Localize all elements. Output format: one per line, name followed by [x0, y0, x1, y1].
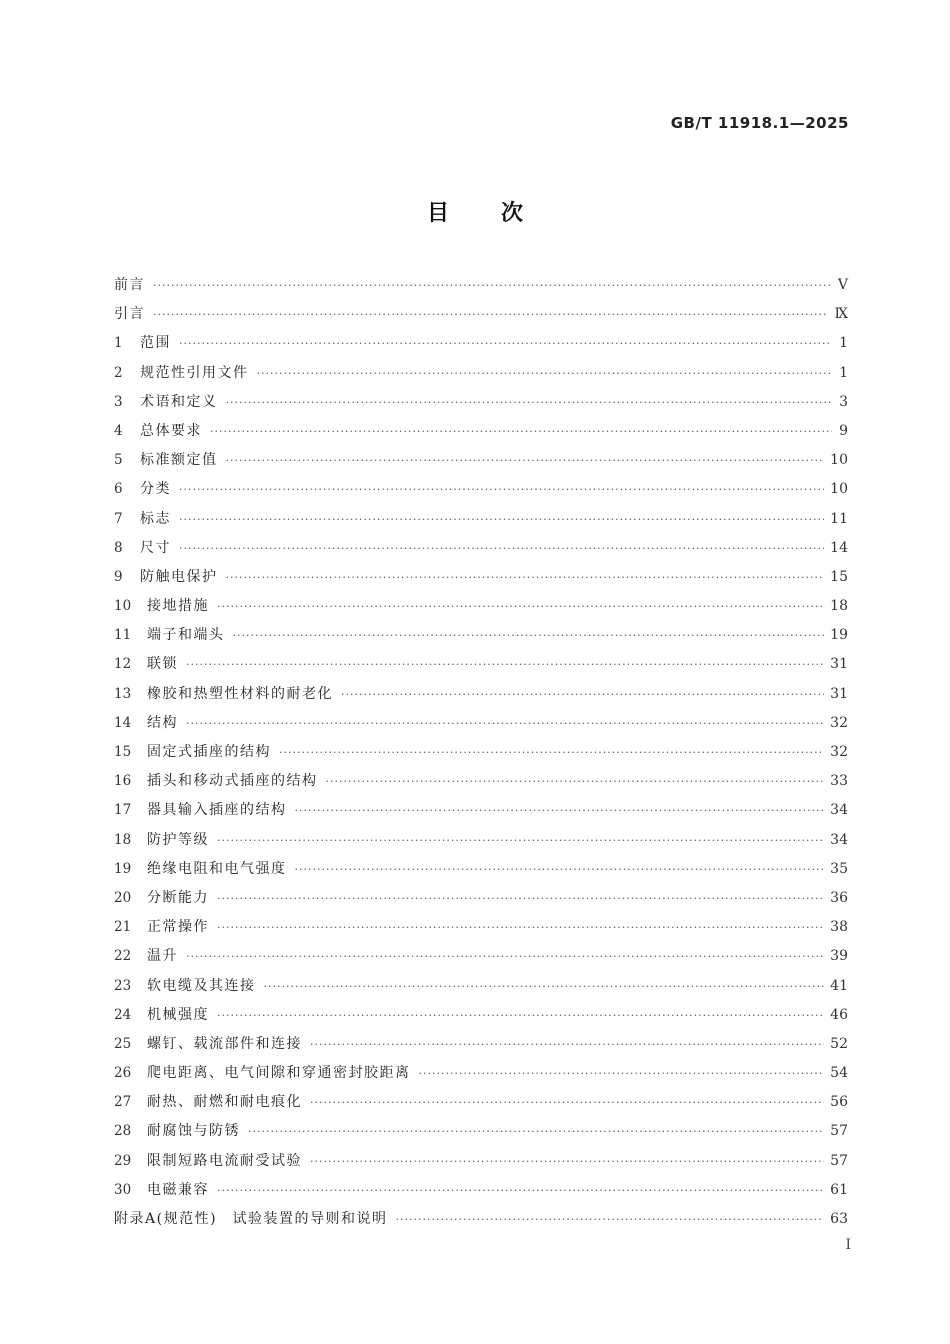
toc-item[interactable] — [114, 650, 848, 679]
toc-leader-dots — [310, 1147, 824, 1176]
toc-item-page: 33 — [830, 773, 848, 790]
toc-leader-dots — [217, 913, 824, 942]
toc-item-title: 爬电距离、电气间隙和穿通密封胶距离 — [147, 1065, 411, 1082]
toc-item-page: 9 — [839, 422, 848, 439]
toc-item-title: 限制短路电流耐受试验 — [147, 1152, 302, 1169]
toc-item[interactable] — [114, 972, 848, 1001]
toc-leader-dots — [279, 738, 824, 767]
table-of-contents — [114, 271, 848, 1234]
toc-item[interactable] — [114, 680, 848, 709]
toc-item-title: 端子和端头 — [147, 627, 225, 644]
toc-item-title: 绝缘电阻和电气强度 — [147, 860, 287, 877]
toc-item-title: 防触电保护 — [140, 568, 218, 585]
toc-leader-dots — [186, 650, 824, 679]
toc-item-page: 15 — [830, 568, 848, 585]
toc-item-number: 27 — [114, 1094, 132, 1111]
toc-item-page: 56 — [830, 1094, 848, 1111]
toc-item-title: 标准额定值 — [140, 452, 218, 469]
toc-item-number: 28 — [114, 1123, 132, 1140]
toc-item[interactable] — [114, 621, 848, 650]
toc-item-number: 5 — [114, 452, 123, 469]
toc-item-page: 14 — [830, 539, 848, 556]
toc-leader-dots — [153, 300, 828, 329]
page-title: 目次 — [426, 201, 575, 226]
toc-item-page: 18 — [830, 598, 848, 615]
toc-item-number: 19 — [114, 860, 132, 877]
toc-item-title: 术语和定义 — [140, 393, 218, 410]
toc-leader-dots — [295, 855, 825, 884]
toc-item-title: 接地措施 — [147, 598, 209, 615]
toc-item-title: 结构 — [147, 714, 178, 731]
page-number: Ⅰ — [845, 1237, 851, 1253]
toc-item[interactable] — [114, 796, 848, 825]
toc-item-title: 总体要求 — [140, 422, 202, 439]
toc-item[interactable] — [114, 359, 848, 388]
toc-item-number: 10 — [114, 598, 132, 615]
toc-item[interactable] — [114, 505, 848, 534]
toc-item[interactable] — [114, 1205, 848, 1234]
toc-item[interactable] — [114, 563, 848, 592]
toc-leader-dots — [186, 709, 824, 738]
toc-item-title: 固定式插座的结构 — [147, 744, 271, 760]
toc-item-title: 规范性引用文件 — [140, 364, 249, 381]
toc-item-page: 36 — [830, 889, 848, 906]
toc-item-number: 16 — [114, 773, 132, 790]
toc-item-title: 联锁 — [147, 656, 178, 673]
toc-item-page: 10 — [830, 481, 848, 498]
toc-item[interactable] — [114, 884, 848, 913]
toc-item[interactable] — [114, 855, 848, 884]
toc-item-number: 22 — [114, 948, 132, 965]
toc-leader-dots — [396, 1205, 825, 1234]
toc-item-page: 34 — [830, 831, 848, 848]
toc-leader-dots — [226, 563, 825, 592]
toc-item-title: 橡胶和热塑性材料的耐老化 — [147, 685, 333, 702]
toc-item-page: 32 — [830, 714, 848, 731]
standard-code: GB/T 11918.1—2025 — [670, 114, 849, 132]
toc-item[interactable] — [114, 417, 848, 446]
toc-leader-dots — [310, 1088, 824, 1117]
toc-item[interactable] — [114, 1176, 848, 1205]
toc-item-number: 4 — [114, 422, 123, 439]
toc-item-number: 12 — [114, 656, 132, 673]
toc-item-page: 63 — [830, 1211, 848, 1227]
toc-item[interactable] — [114, 1030, 848, 1059]
toc-leader-dots — [217, 592, 824, 621]
toc-leader-dots — [295, 796, 825, 825]
toc-leader-dots — [310, 1030, 824, 1059]
toc-leader-dots — [217, 884, 824, 913]
toc-item-title: 器具输入插座的结构 — [147, 802, 287, 819]
toc-item-title: 分断能力 — [147, 889, 209, 906]
toc-item-page: 35 — [830, 860, 848, 877]
toc-leader-dots — [217, 826, 824, 855]
toc-item-number: 15 — [114, 744, 132, 760]
toc-item-page: 31 — [830, 656, 848, 673]
toc-leader-dots — [248, 1117, 824, 1146]
toc-item-page: 54 — [830, 1065, 848, 1082]
toc-item-number: 17 — [114, 802, 132, 819]
toc-item[interactable] — [114, 300, 848, 329]
toc-item[interactable] — [114, 1001, 848, 1030]
toc-item[interactable] — [114, 1059, 848, 1088]
toc-item[interactable] — [114, 767, 848, 796]
toc-leader-dots — [153, 271, 832, 300]
toc-item-page: 52 — [830, 1035, 848, 1052]
toc-item-number: 11 — [114, 627, 132, 644]
toc-item-number: 9 — [114, 568, 123, 585]
toc-item-title: 机械强度 — [147, 1006, 209, 1023]
toc-item[interactable] — [114, 738, 848, 767]
toc-item-page: 57 — [830, 1123, 848, 1140]
toc-leader-dots — [217, 1176, 824, 1205]
toc-item[interactable] — [114, 388, 848, 417]
toc-item-number: 7 — [114, 510, 123, 527]
toc-item-number: 24 — [114, 1006, 132, 1023]
toc-item[interactable] — [114, 709, 848, 738]
toc-item[interactable] — [114, 271, 848, 300]
toc-item-page: 57 — [830, 1152, 848, 1169]
toc-item-page: 1 — [839, 335, 848, 352]
toc-item-page: 38 — [830, 919, 848, 936]
toc-item-number: 21 — [114, 919, 132, 936]
toc-item-title: 附录A(规范性) 试验装置的导则和说明 — [114, 1211, 388, 1227]
toc-item-title: 分类 — [140, 481, 171, 498]
toc-leader-dots — [226, 446, 825, 475]
toc-item-number: 23 — [114, 977, 132, 994]
toc-item-number: 20 — [114, 889, 132, 906]
toc-item-title: 前言 — [114, 277, 145, 293]
toc-item-page: Ⅴ — [837, 277, 848, 293]
toc-item-page: 61 — [830, 1181, 848, 1198]
toc-item[interactable] — [114, 329, 848, 358]
toc-item[interactable] — [114, 1117, 848, 1146]
toc-item-page: 10 — [830, 452, 848, 469]
toc-item-page: 3 — [839, 393, 848, 410]
toc-item-page: 19 — [830, 627, 848, 644]
toc-item[interactable] — [114, 913, 848, 942]
toc-item-title: 范围 — [140, 335, 171, 352]
toc-leader-dots — [257, 359, 833, 388]
toc-item-page: Ⅸ — [834, 306, 848, 323]
toc-item-title: 尺寸 — [140, 539, 171, 556]
toc-leader-dots — [419, 1059, 825, 1088]
toc-item-title: 软电缆及其连接 — [147, 977, 256, 994]
toc-leader-dots — [179, 534, 824, 563]
toc-leader-dots — [186, 942, 824, 971]
toc-item-title: 标志 — [140, 510, 171, 527]
toc-item-number: 26 — [114, 1065, 132, 1082]
toc-item-page: 1 — [839, 364, 848, 381]
toc-leader-dots — [179, 505, 824, 534]
toc-leader-dots — [264, 972, 825, 1001]
toc-item-number: 3 — [114, 393, 123, 410]
toc-item-number: 29 — [114, 1152, 132, 1169]
toc-item-title: 耐腐蚀与防锈 — [147, 1123, 240, 1140]
toc-item[interactable] — [114, 592, 848, 621]
toc-item-title: 电磁兼容 — [147, 1181, 209, 1198]
toc-item-number: 30 — [114, 1181, 132, 1198]
toc-leader-dots — [179, 475, 824, 504]
toc-leader-dots — [179, 329, 832, 358]
toc-item-number: 13 — [114, 685, 132, 702]
toc-item[interactable] — [114, 1147, 848, 1176]
toc-leader-dots — [326, 767, 825, 796]
toc-item[interactable] — [114, 826, 848, 855]
toc-item-number: 25 — [114, 1035, 132, 1052]
toc-leader-dots — [210, 417, 832, 446]
toc-item[interactable] — [114, 942, 848, 971]
toc-item-page: 46 — [830, 1006, 848, 1023]
toc-item-page: 34 — [830, 802, 848, 819]
toc-leader-dots — [341, 680, 824, 709]
toc-item-page: 31 — [830, 685, 848, 702]
toc-item-number: 18 — [114, 831, 132, 848]
toc-item-page: 39 — [830, 948, 848, 965]
toc-leader-dots — [233, 621, 825, 650]
toc-item-number: 8 — [114, 539, 123, 556]
toc-item-page: 32 — [830, 744, 848, 760]
toc-item-number: 1 — [114, 335, 123, 352]
toc-item[interactable] — [114, 534, 848, 563]
toc-item[interactable] — [114, 475, 848, 504]
toc-item-number: 6 — [114, 481, 123, 498]
toc-item[interactable] — [114, 1088, 848, 1117]
toc-item-title: 耐热、耐燃和耐电痕化 — [147, 1094, 302, 1111]
toc-item[interactable] — [114, 446, 848, 475]
toc-item-page: 11 — [830, 510, 848, 527]
toc-item-number: 14 — [114, 714, 132, 731]
toc-leader-dots — [217, 1001, 824, 1030]
toc-item-title: 螺钉、载流部件和连接 — [147, 1035, 302, 1052]
toc-item-number: 2 — [114, 364, 123, 381]
toc-item-title: 引言 — [114, 306, 145, 323]
toc-item-title: 防护等级 — [147, 831, 209, 848]
toc-item-title: 正常操作 — [147, 919, 209, 936]
toc-item-title: 插头和移动式插座的结构 — [147, 773, 318, 790]
toc-item-title: 温升 — [147, 948, 178, 965]
toc-item-page: 41 — [830, 977, 848, 994]
toc-leader-dots — [226, 388, 833, 417]
